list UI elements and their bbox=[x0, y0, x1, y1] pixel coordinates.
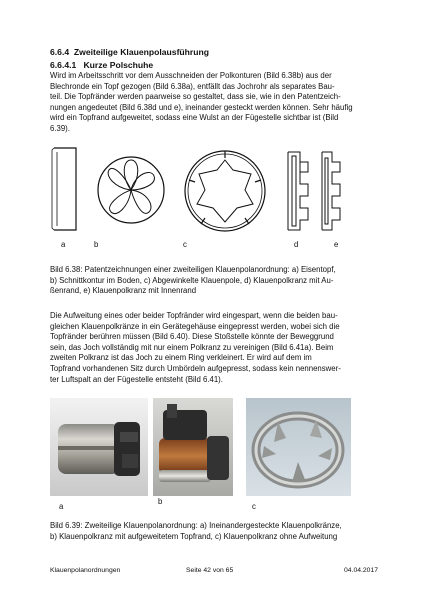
drawing-a-pot bbox=[50, 146, 80, 232]
text-line: ter Luftspalt an der Fügestelle entsteht (Bild 6.41). bbox=[50, 374, 223, 384]
text-line: wird ein Topfrand aufgeweitet, sodass eine Wulst an der Fügestelle sichtbar ist (Bild bbox=[50, 113, 339, 123]
drawing-d-outer-rim bbox=[284, 150, 312, 232]
text-line: 6.39). bbox=[50, 123, 70, 133]
text-line: teil. Die Topfränder werden paarweise so gestaltet, dass sie, wie in den Patentzeich- bbox=[50, 92, 341, 102]
caption-line: b) Klauenpolkranz mit aufgeweitetem Topfrand, c) Klauenpolkranz ohne Aufweitung bbox=[50, 531, 338, 541]
figure2-caption bbox=[50, 521, 395, 542]
section-heading bbox=[50, 47, 209, 57]
figure1-label-e: e bbox=[334, 240, 339, 249]
text-line: gleichen Klauenpolkränze in ein Gerätegehäuse eingepresst werden, wobei sich die bbox=[50, 321, 340, 331]
photo-a-assembled-crowns bbox=[50, 398, 148, 496]
photo-c-no-widening bbox=[246, 398, 351, 496]
text-line: Wird im Arbeitsschritt vor dem Ausschneiden der Polkonturen (Bild 6.38b) aus der bbox=[50, 71, 332, 80]
section-number: 6.6.4 bbox=[50, 47, 70, 57]
figure2-label-c: c bbox=[252, 502, 256, 511]
figure1-label-c: c bbox=[183, 240, 187, 249]
footer-page-number: Seite 42 von 65 bbox=[186, 567, 234, 574]
footer-date: 04.04.2017 bbox=[344, 567, 379, 574]
text-line: sein, das Joch vollständig mit nur einem Polkranz zu vereinigen (Bild 6.41a). Beim bbox=[50, 342, 334, 352]
section-title: Zweiteilige Klauenpolausführung bbox=[73, 47, 210, 57]
text-line: Die Aufweitung eines oder beider Topfränder wird eingespart, wenn die beiden bau- bbox=[50, 311, 338, 320]
caption-line: b) Schnittkontur im Boden, c) Abgewinkelte Klauenpole, d) Klauenpolkranz mit Au- bbox=[50, 275, 334, 285]
subsection-heading bbox=[50, 60, 153, 70]
subsection-title: Kurze Polschuhe bbox=[83, 60, 154, 70]
caption-line: Bild 6.38: Patentzeichnungen einer zweiteiligen Klauenpolanordnung: a) Eisentopf, bbox=[50, 265, 336, 274]
figure1-label-d: d bbox=[294, 240, 299, 249]
text-line: nungen angedeutet (Bild 6.38d und e), ineinander gesteckt werden können. Sehr häufig bbox=[50, 102, 353, 112]
figure2-label-b: b bbox=[158, 497, 163, 506]
text-line: Topfränder berühren müssen (Bild 6.40). Diese Stoßstelle könnte der Beweggrund bbox=[50, 332, 334, 342]
figure1-label-b: b bbox=[94, 240, 99, 249]
caption-line: Bild 6.39: Zweiteilige Klauenpolanordnung: a) Ineinandergesteckte Klauenpolkränze, bbox=[50, 521, 342, 530]
text-line: zweiten Polkranz ist das Joch zu einem Ring verkleinert. Er wird auf dem im bbox=[50, 353, 312, 363]
photo-b-widened-rim bbox=[153, 398, 233, 496]
drawing-e-inner-rim bbox=[318, 150, 346, 232]
footer-left: Klauenpolanordnungen bbox=[50, 567, 121, 574]
figure1-label-a: a bbox=[61, 240, 66, 249]
caption-line: ßenrand, e) Klauenpolkranz mit Innenrand bbox=[50, 286, 197, 296]
drawing-c-claw-poles bbox=[179, 146, 271, 236]
paragraph-2 bbox=[50, 311, 390, 385]
drawing-b-cut-contour bbox=[95, 146, 167, 234]
figure2-label-a: a bbox=[59, 502, 64, 511]
text-line: Topfrand vorhandenen Sitz durch Umbördeln aufgepresst, sodass kein nennenswer- bbox=[50, 363, 341, 373]
figure1-caption bbox=[50, 265, 390, 297]
text-line: Blechronde ein Topf gezogen (Bild 6.38a), entfällt das Jochrohr als separates Bau- bbox=[50, 81, 335, 91]
subsection-number: 6.6.4.1 bbox=[50, 60, 77, 70]
paragraph-1 bbox=[50, 71, 390, 135]
